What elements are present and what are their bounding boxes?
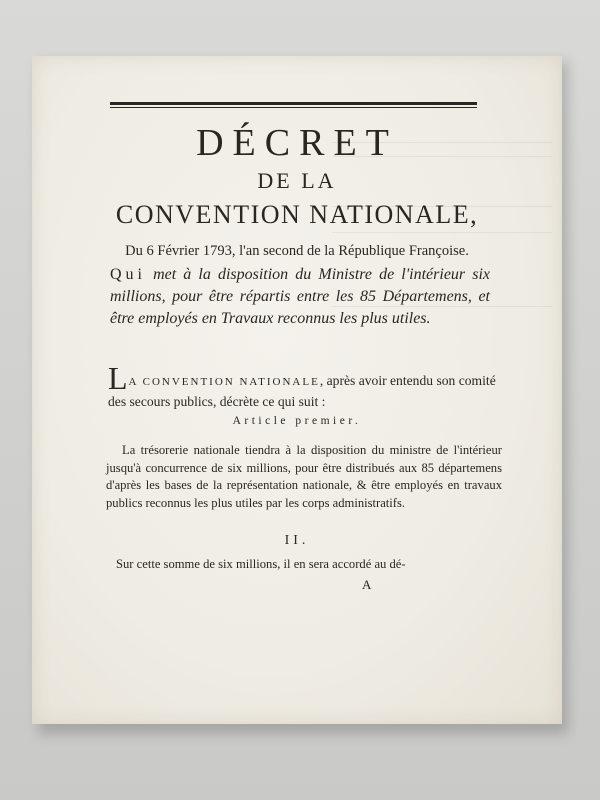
document-title: DÉCRET [196,122,398,164]
summary-text: met à la disposition du Ministre de l'intérieur six millions, pour être répartis entre les 85 Départemens, et être employés en Travaux reconnus les plus utiles. [110,266,491,327]
intro-smallcaps: A CONVENTION NATIONALE [128,376,320,388]
summary-dropcap: Qui [110,266,146,283]
decree-intro [108,360,502,412]
date-line: Du 6 Février 1793, l'an second de la République Françoise. [125,243,469,259]
article-2-heading: II. [284,533,310,548]
decree-summary [110,264,490,330]
intro-text: , après avoir entendu son comité des secours publics, décrète ce qui suit : [108,373,496,409]
document-page [32,56,562,724]
document-subtitle-de-la: DE LA [257,168,337,193]
signature-mark: A [362,577,372,592]
header-rule-thick [110,102,477,105]
document-subtitle-convention: CONVENTION NATIONALE, [115,200,479,229]
article-1-text: La trésorerie nationale tiendra à la disposition du ministre de l'intérieur jusqu'à concurrence de six millions, pour être distribués aux 85 départemens d'après les bases de la représentation nationale, & être employés en travaux publics reconnus les plus utiles par les corps administratifs. [106,443,502,510]
article-2-text: Sur cette somme de six millions, il en sera accordé au dé- [116,557,406,571]
article-1-heading: Article premier. [232,415,362,427]
header-rule-thin [110,107,477,108]
intro-dropcap: L [108,360,128,396]
bleed-through-line [332,232,552,233]
